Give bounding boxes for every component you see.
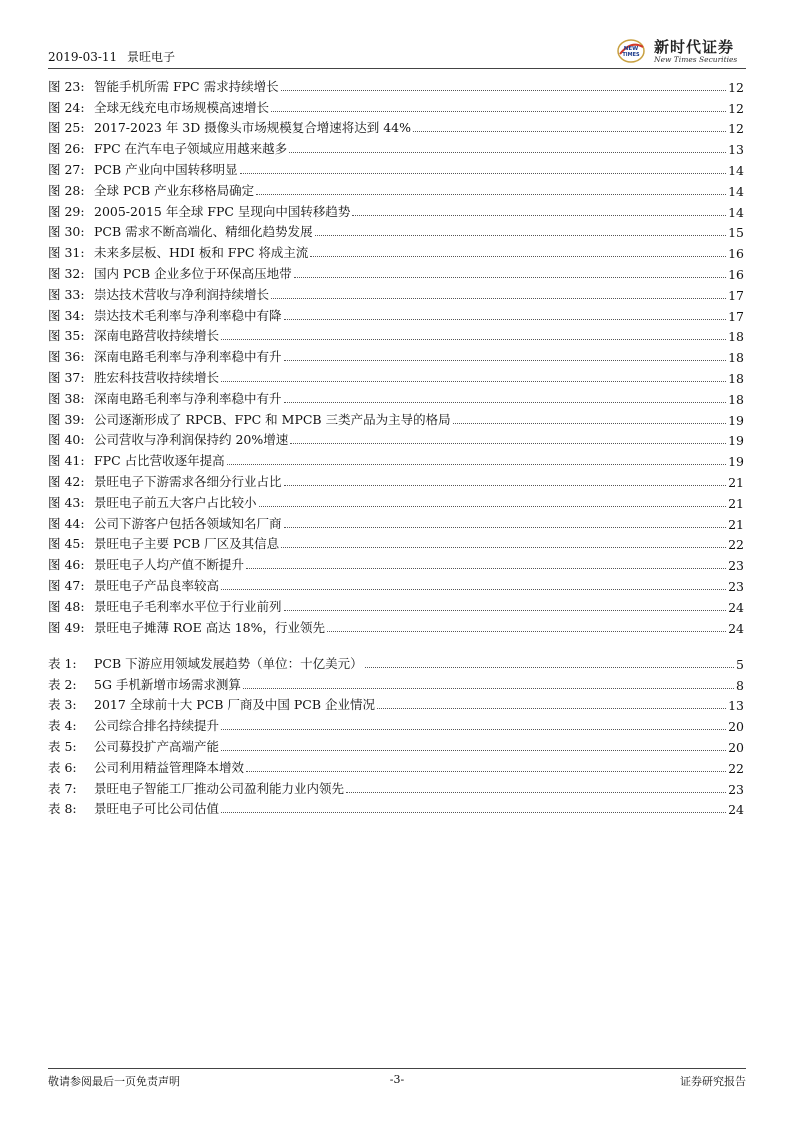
figure-entry[interactable]: [48, 178, 744, 199]
svg-text:TIMES: TIMES: [622, 52, 640, 58]
figure-label-text: [48, 181, 254, 199]
figure-number: 图 48:: [48, 598, 85, 614]
leader-dots: [221, 729, 726, 730]
figure-number: 图 37:: [48, 369, 85, 385]
figure-list: [48, 74, 744, 636]
figure-page-number: 18: [728, 329, 744, 345]
figure-title: 未来多层板、HDI 板和 FPC 将成主流: [94, 245, 309, 261]
figure-title: 崇达技术营收与净利润持续增长: [94, 286, 270, 302]
leader-dots: [246, 771, 726, 772]
figure-entry[interactable]: [48, 220, 744, 241]
leader-dots: [346, 792, 726, 793]
table-page-number: 5: [736, 656, 744, 672]
figure-title: 深南电路毛利率与净利率稳中有升: [94, 390, 282, 406]
figure-page-number: 15: [728, 225, 744, 241]
figure-page-number: 14: [728, 183, 744, 199]
figure-title: 国内 PCB 企业多位于环保高压地带: [94, 265, 292, 281]
table-number: 表 4:: [48, 718, 77, 734]
header-divider: [48, 68, 746, 69]
figure-label-text: [48, 285, 269, 303]
leader-dots: [284, 610, 727, 611]
figure-label-text: [48, 243, 308, 261]
figure-page-number: 22: [728, 537, 744, 553]
table-entry[interactable]: [48, 776, 744, 797]
figure-title: 景旺电子毛利率水平位于行业前列: [94, 598, 282, 614]
figure-entry[interactable]: [48, 303, 744, 324]
leader-dots: [310, 256, 726, 257]
table-entry[interactable]: [48, 755, 744, 776]
figure-label-text: [48, 493, 257, 511]
figure-title: 智能手机所需 FPC 需求持续增长: [94, 78, 279, 94]
figure-label-text: [48, 264, 292, 282]
figure-page-number: 14: [728, 204, 744, 220]
leader-dots: [352, 215, 726, 216]
leader-dots: [221, 812, 726, 813]
figure-page-number: 19: [728, 433, 744, 449]
footer-divider: [48, 1068, 746, 1069]
figure-label-text: [48, 389, 282, 407]
leader-dots: [284, 360, 727, 361]
figure-title: 景旺电子人均产值不断提升: [94, 557, 245, 573]
leader-dots: [281, 547, 726, 548]
figure-number: 图 44:: [48, 515, 85, 531]
page-number: -3-: [389, 1073, 405, 1086]
figure-page-number: 16: [728, 246, 744, 262]
figure-page-number: 24: [728, 620, 744, 636]
table-label-text: [48, 737, 219, 755]
figure-label-text: [48, 160, 238, 178]
figure-entry[interactable]: [48, 448, 744, 469]
figure-number: 图 49:: [48, 619, 85, 635]
figure-page-number: 18: [728, 350, 744, 366]
table-title: 2017 全球前十大 PCB 厂商及中国 PCB 企业情况: [94, 697, 376, 713]
figure-label-text: [48, 472, 282, 490]
figure-title: 公司营收与净利润保持约 20%增速: [94, 432, 289, 448]
table-number: 表 5:: [48, 738, 77, 754]
leader-dots: [281, 90, 726, 91]
header-info: [48, 48, 181, 65]
figure-entry[interactable]: [48, 136, 744, 157]
logo-english-name: New Times Securities: [654, 55, 738, 64]
leader-dots: [221, 750, 726, 751]
figure-entry[interactable]: [48, 240, 744, 261]
figure-number: 图 43:: [48, 494, 85, 510]
figure-title: 胜宏科技营收持续增长: [94, 369, 220, 385]
figure-label-text: [48, 98, 269, 116]
leader-dots: [290, 443, 726, 444]
figure-title: 公司逐渐形成了 RPCB、FPC 和 MPCB 三类产品为主导的格局: [94, 411, 451, 427]
leader-dots: [315, 235, 726, 236]
figure-page-number: 12: [728, 100, 744, 116]
figure-title: 2005-2015 年全球 FPC 呈现向中国转移趋势: [94, 203, 351, 219]
figure-title: PCB 需求不断高端化、精细化趋势发展: [94, 224, 313, 240]
figure-number: 图 40:: [48, 432, 85, 448]
figure-entry[interactable]: [48, 490, 744, 511]
leader-dots: [221, 381, 726, 382]
figure-page-number: 14: [728, 162, 744, 178]
figure-number: 图 30:: [48, 224, 85, 240]
figure-page-number: 19: [728, 454, 744, 470]
table-title: 景旺电子智能工厂推动公司盈利能力业内领先: [94, 780, 345, 796]
figure-page-number: 21: [728, 474, 744, 490]
table-title: 公司利用精益管理降本增效: [94, 759, 245, 775]
table-number: 表 2:: [48, 676, 77, 692]
figure-label-text: [48, 430, 288, 448]
table-entry[interactable]: [48, 734, 744, 755]
table-page-number: 20: [728, 739, 744, 755]
leader-dots: [289, 152, 726, 153]
figure-number: 图 42:: [48, 473, 85, 489]
figure-page-number: 21: [728, 516, 744, 532]
figure-page-number: 17: [728, 308, 744, 324]
figure-number: 图 31:: [48, 245, 85, 261]
figure-label-text: [48, 514, 282, 532]
table-label-text: [48, 779, 344, 797]
figure-title: 深南电路营收持续增长: [94, 328, 220, 344]
figure-number: 图 38:: [48, 390, 85, 406]
table-number: 表 3:: [48, 697, 77, 713]
leader-dots: [413, 131, 726, 132]
figure-entry[interactable]: [48, 95, 744, 116]
figure-page-number: 23: [728, 558, 744, 574]
figure-number: 图 29:: [48, 203, 85, 219]
figure-title: 2017-2023 年 3D 摄像头市场规模复合增速将达到 44%: [94, 120, 411, 136]
figure-title: 公司下游客户包括各领域知名厂商: [94, 515, 282, 531]
table-page-number: 23: [728, 781, 744, 797]
table-label-text: [48, 675, 241, 693]
figure-entry[interactable]: [48, 282, 744, 303]
table-label-text: [48, 654, 363, 672]
figure-page-number: 13: [728, 142, 744, 158]
table-title: PCB 下游应用领域发展趋势（单位：十亿美元）: [94, 655, 363, 671]
leader-dots: [259, 506, 727, 507]
leader-dots: [240, 173, 726, 174]
figure-label-text: [48, 618, 325, 636]
figure-entry[interactable]: [48, 615, 744, 636]
figure-page-number: 24: [728, 599, 744, 615]
leader-dots: [227, 464, 726, 465]
svg-text:NEW: NEW: [623, 46, 639, 52]
figure-label-text: [48, 326, 219, 344]
leader-dots: [221, 589, 726, 590]
figure-label-text: [48, 306, 282, 324]
table-page-number: 20: [728, 719, 744, 735]
figure-title: 景旺电子前五大客户占比较小: [94, 494, 257, 510]
figure-entry[interactable]: [48, 386, 744, 407]
figure-title: 深南电路毛利率与净利率稳中有升: [94, 349, 282, 365]
figure-entry[interactable]: [48, 365, 744, 386]
table-title: 5G 手机新增市场需求测算: [94, 676, 241, 692]
figure-page-number: 23: [728, 578, 744, 594]
table-number: 表 8:: [48, 801, 77, 817]
leader-dots: [327, 631, 726, 632]
table-label-text: [48, 716, 219, 734]
figure-number: 图 47:: [48, 577, 85, 593]
table-label-text: [48, 758, 244, 776]
leader-dots: [365, 667, 734, 668]
figure-label-text: [48, 77, 279, 95]
figure-label-text: [48, 347, 282, 365]
figure-number: 图 25:: [48, 120, 85, 136]
figure-title: 崇达技术毛利率与净利率稳中有降: [94, 307, 282, 323]
leader-dots: [294, 277, 726, 278]
figure-label-text: [48, 202, 350, 220]
report-date: 2019-03-11: [48, 50, 118, 64]
leader-dots: [284, 402, 727, 403]
table-title: 景旺电子可比公司估值: [94, 801, 220, 817]
figure-label-text: [48, 118, 411, 136]
figure-number: 图 26:: [48, 141, 85, 157]
figure-title: 景旺电子产品良率较高: [94, 577, 220, 593]
figure-label-text: [48, 222, 313, 240]
figure-number: 图 39:: [48, 411, 85, 427]
figure-page-number: 21: [728, 495, 744, 511]
table-number: 表 6:: [48, 759, 77, 775]
figure-title: 景旺电子主要 PCB 厂区及其信息: [94, 536, 280, 552]
table-page-number: 22: [728, 760, 744, 776]
figure-number: 图 36:: [48, 349, 85, 365]
footer-disclaimer: 敬请参阅最后一页免责声明: [48, 1075, 180, 1088]
figure-label-text: [48, 555, 244, 573]
table-page-number: 13: [728, 698, 744, 714]
figure-entry[interactable]: [48, 552, 744, 573]
table-number: 表 7:: [48, 780, 77, 796]
figure-number: 图 28:: [48, 182, 85, 198]
figure-entry[interactable]: [48, 469, 744, 490]
figure-entry[interactable]: [48, 344, 744, 365]
table-entry[interactable]: [48, 797, 744, 818]
figure-label-text: [48, 451, 225, 469]
brokerage-logo: [616, 36, 746, 66]
table-entry[interactable]: [48, 693, 744, 714]
leader-dots: [246, 568, 726, 569]
leader-dots: [271, 111, 726, 112]
figure-number: 图 35:: [48, 328, 85, 344]
figure-page-number: 18: [728, 391, 744, 407]
figure-page-number: 18: [728, 370, 744, 386]
figure-entry[interactable]: [48, 407, 744, 428]
figure-number: 图 32:: [48, 265, 85, 281]
figure-label-text: [48, 139, 287, 157]
figure-label-text: [48, 597, 282, 615]
table-list: [48, 651, 744, 817]
leader-dots: [221, 339, 726, 340]
figure-page-number: 12: [728, 79, 744, 95]
table-title: 公司募投扩产高端产能: [94, 738, 220, 754]
figure-entry[interactable]: [48, 573, 744, 594]
figure-title: 全球 PCB 产业东移格局确定: [94, 182, 255, 198]
table-title: 公司综合排名持续提升: [94, 718, 220, 734]
figure-label-text: [48, 576, 219, 594]
table-entry[interactable]: [48, 672, 744, 693]
leader-dots: [243, 688, 734, 689]
figure-number: 图 45:: [48, 536, 85, 552]
figure-entry[interactable]: [48, 532, 744, 553]
table-label-text: [48, 695, 375, 713]
figure-page-number: 19: [728, 412, 744, 428]
figure-title: FPC 占比营收逐年提高: [94, 453, 225, 469]
leader-dots: [453, 423, 727, 424]
figure-number: 图 23:: [48, 78, 85, 94]
leader-dots: [377, 708, 726, 709]
table-page-number: 8: [736, 677, 744, 693]
figure-title: FPC 在汽车电子领域应用越来越多: [94, 141, 288, 157]
figure-title: 全球无线充电市场规模高速增长: [94, 99, 270, 115]
table-page-number: 24: [728, 802, 744, 818]
figure-number: 图 46:: [48, 557, 85, 573]
leader-dots: [271, 298, 726, 299]
figure-page-number: 16: [728, 266, 744, 282]
figure-label-text: [48, 368, 219, 386]
figure-number: 图 24:: [48, 99, 85, 115]
figure-number: 图 33:: [48, 286, 85, 302]
figure-entry[interactable]: [48, 199, 744, 220]
figure-entry[interactable]: [48, 116, 744, 137]
figure-number: 图 27:: [48, 161, 85, 177]
figure-number: 图 41:: [48, 453, 85, 469]
figure-entry[interactable]: [48, 157, 744, 178]
figure-entry[interactable]: [48, 261, 744, 282]
figure-label-text: [48, 534, 279, 552]
leader-dots: [256, 194, 726, 195]
figure-title: PCB 产业向中国转移明显: [94, 161, 238, 177]
page-header: [48, 36, 746, 68]
leader-dots: [284, 527, 727, 528]
table-label-text: [48, 799, 219, 817]
logo-chinese-name: 新时代证券: [654, 38, 735, 56]
figure-title: 景旺电子下游需求各细分行业占比: [94, 473, 282, 489]
figure-page-number: 17: [728, 287, 744, 303]
new-times-logo-icon: [616, 38, 646, 64]
table-entry[interactable]: [48, 713, 744, 734]
figure-title: 景旺电子摊薄 ROE 高达 18%，行业领先: [94, 619, 325, 635]
figure-entry[interactable]: [48, 511, 744, 532]
table-number: 表 1:: [48, 655, 77, 671]
figure-page-number: 12: [728, 121, 744, 137]
figure-entry[interactable]: [48, 74, 744, 95]
figure-label-text: [48, 410, 451, 428]
figure-entry[interactable]: [48, 428, 744, 449]
figure-entry[interactable]: [48, 324, 744, 345]
leader-dots: [284, 485, 727, 486]
leader-dots: [284, 319, 727, 320]
report-type: 证券研究报告: [680, 1075, 746, 1088]
figure-entry[interactable]: [48, 594, 744, 615]
company-name: 景旺电子: [127, 50, 176, 64]
table-entry[interactable]: [48, 651, 744, 672]
figure-number: 图 34:: [48, 307, 85, 323]
